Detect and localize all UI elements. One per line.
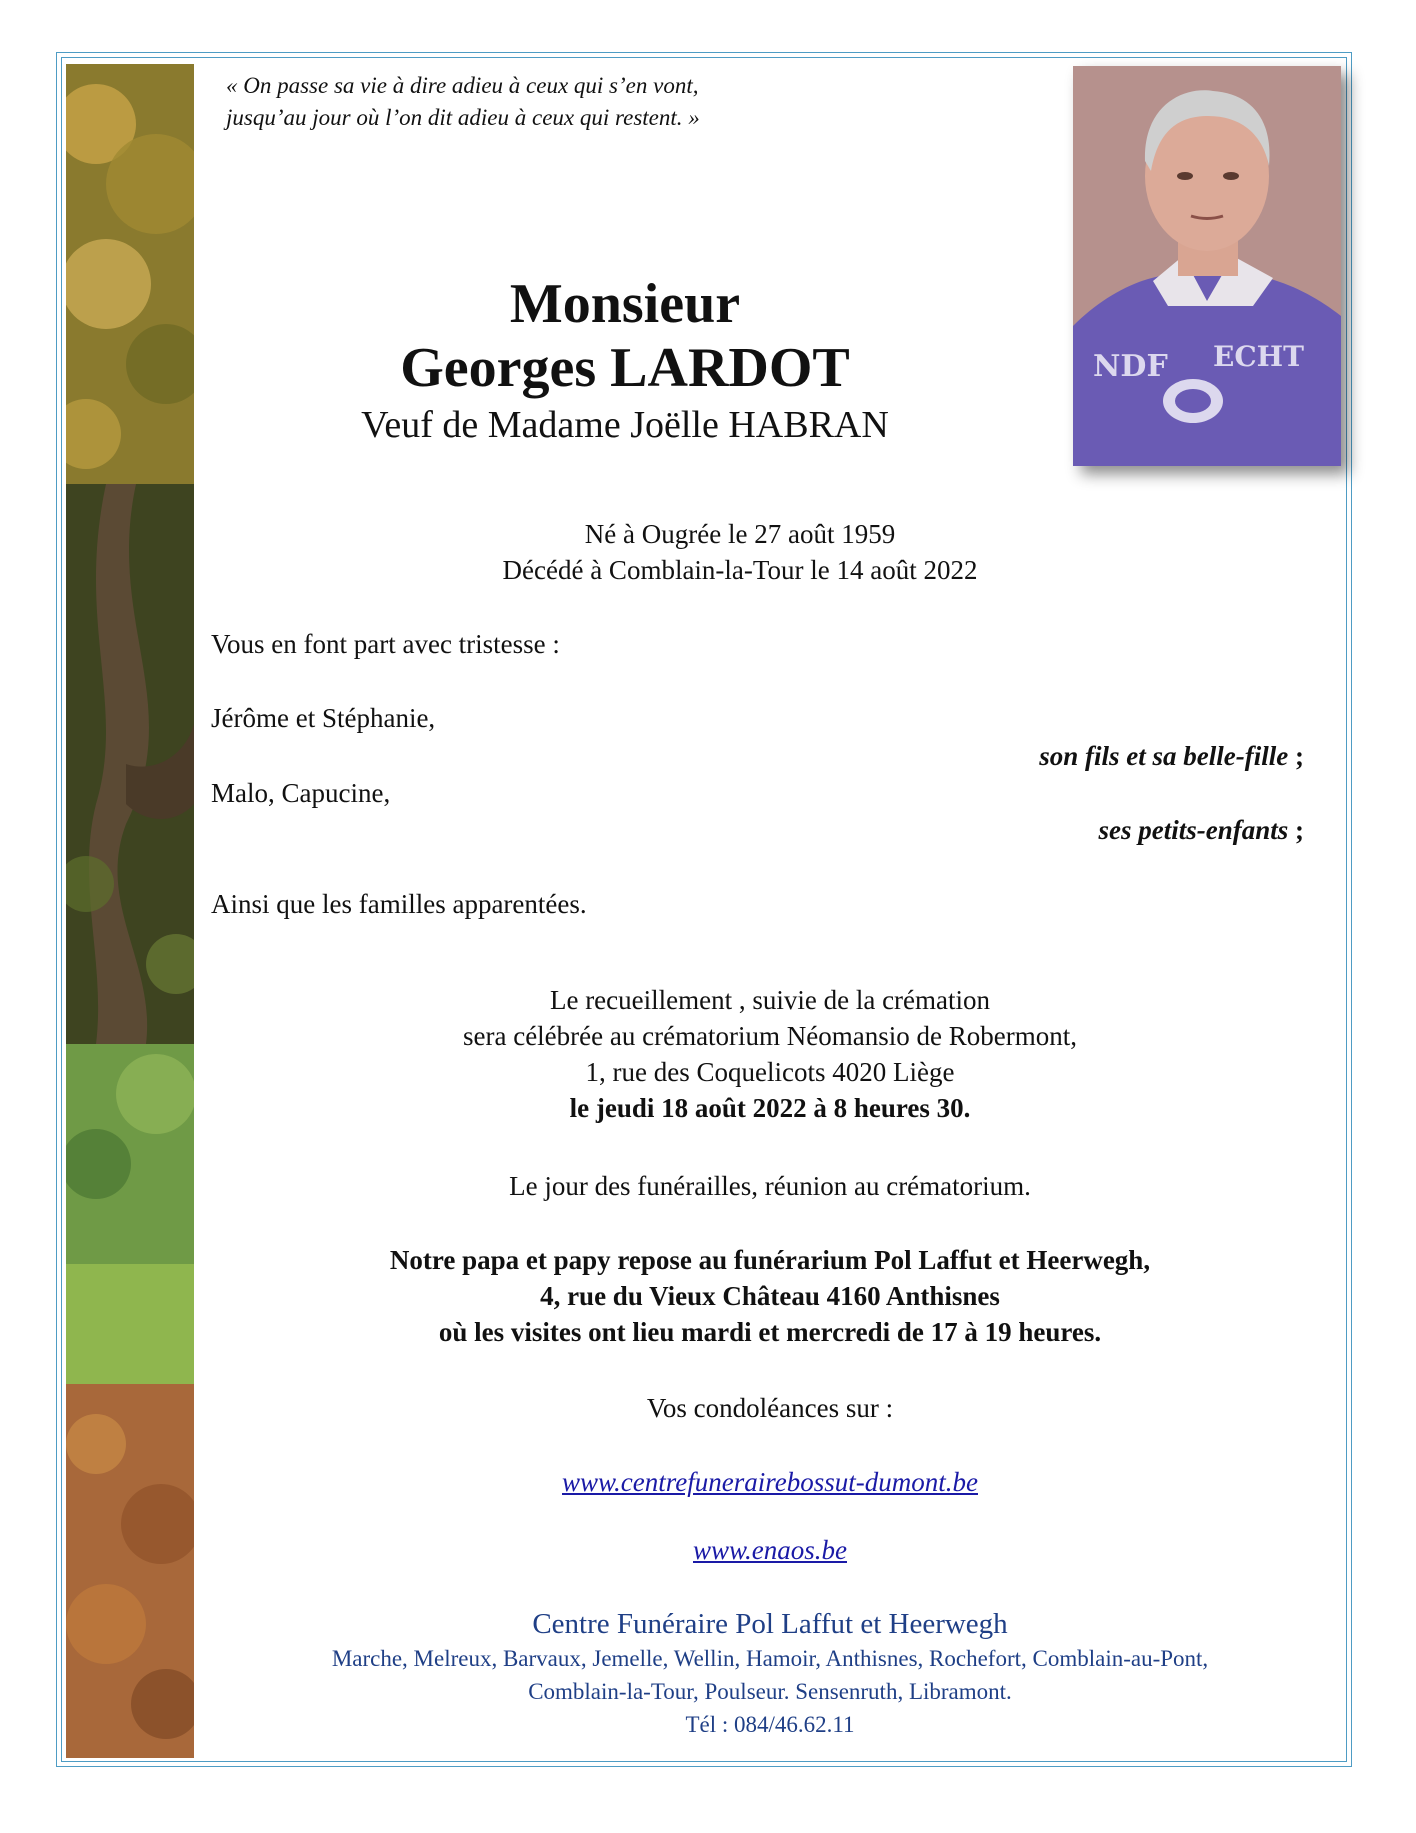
family-relation-1 xyxy=(1039,738,1304,774)
portrait-photo xyxy=(1073,66,1341,466)
svg-text:ECHT: ECHT xyxy=(1213,340,1304,373)
condolences-link-2-wrap xyxy=(230,1532,1310,1568)
extended-family: Ainsi que les familles apparentées. xyxy=(211,889,587,919)
life-dates xyxy=(420,516,1060,588)
ceremony-date: le jeudi 18 août 2022 à 8 heures 30. xyxy=(569,1093,971,1123)
visitation-line-1: Notre papa et papy repose au funérarium Pol Laffut et Heerwegh, xyxy=(389,1245,1151,1275)
ceremony-line-3: 1, rue des Coquelicots 4020 Liège xyxy=(585,1057,955,1087)
deceased-header xyxy=(230,272,1020,450)
visitation-line-3: où les visites ont lieu mardi et mercredi de 17 à 19 heures. xyxy=(438,1317,1102,1347)
funeral-home-details xyxy=(230,1642,1310,1741)
quote-line-2: jusqu’au jour où l’on dit adieu à ceux qui restent. » xyxy=(226,105,700,130)
deceased-title: Monsieur xyxy=(509,273,741,335)
condolences-link-1[interactable]: www.centrefunerairebossut-dumont.be xyxy=(562,1467,978,1497)
condolences-link-1-wrap xyxy=(230,1464,1310,1500)
visitation-line-2: 4, rue du Vieux Château 4160 Anthisnes xyxy=(540,1281,1000,1311)
ceremony-info xyxy=(230,982,1310,1126)
deceased-name: Georges LARDOT xyxy=(400,337,850,399)
family-relation-2 xyxy=(1098,812,1304,848)
svg-text:NDF: NDF xyxy=(1093,349,1168,384)
deceased-spouse: Veuf de Madame Joëlle HABRAN xyxy=(361,404,889,446)
meeting-info: Le jour des funérailles, réunion au crématorium. xyxy=(509,1171,1031,1201)
ceremony-line-2: sera célébrée au crématorium Néomansio de Robermont, xyxy=(463,1021,1077,1051)
autumn-tree-image xyxy=(66,64,194,1758)
family-names-1: Jérôme et Stéphanie, xyxy=(211,703,436,733)
family-relation-2-text: ses petits-enfants xyxy=(1098,815,1289,845)
family-relation-2-sep: ; xyxy=(1295,815,1304,845)
visitation-info xyxy=(230,1242,1310,1350)
condolences-label: Vos condoléances sur : xyxy=(646,1393,894,1423)
condolences-link-2[interactable]: www.enaos.be xyxy=(693,1535,847,1565)
footer-locations-2: Comblain-la-Tour, Poulseur. Sensenruth, Libramont. xyxy=(528,1679,1012,1704)
announcement-intro: Vous en font part avec tristesse : xyxy=(211,629,560,659)
quote-line-1: « On passe sa vie à dire adieu à ceux qui s’en vont, xyxy=(226,73,699,98)
funeral-home-name: Centre Funéraire Pol Laffut et Heerwegh xyxy=(532,1608,1008,1640)
birth-line: Né à Ougrée le 27 août 1959 xyxy=(584,519,896,549)
family-names-2: Malo, Capucine, xyxy=(211,778,391,808)
family-relation-1-sep: ; xyxy=(1295,741,1304,771)
family-relation-1-text: son fils et sa belle-fille xyxy=(1039,741,1289,771)
ceremony-line-1: Le recueillement , suivie de la crémation xyxy=(549,985,991,1015)
epigraph-quote xyxy=(226,70,926,134)
footer-phone: Tél : 084/46.62.11 xyxy=(685,1712,855,1737)
footer-locations-1: Marche, Melreux, Barvaux, Jemelle, Wellin, Hamoir, Anthisnes, Rochefort, Comblain-au-Pont, xyxy=(331,1646,1209,1671)
death-line: Décédé à Comblain-la-Tour le 14 août 2022 xyxy=(502,555,978,585)
